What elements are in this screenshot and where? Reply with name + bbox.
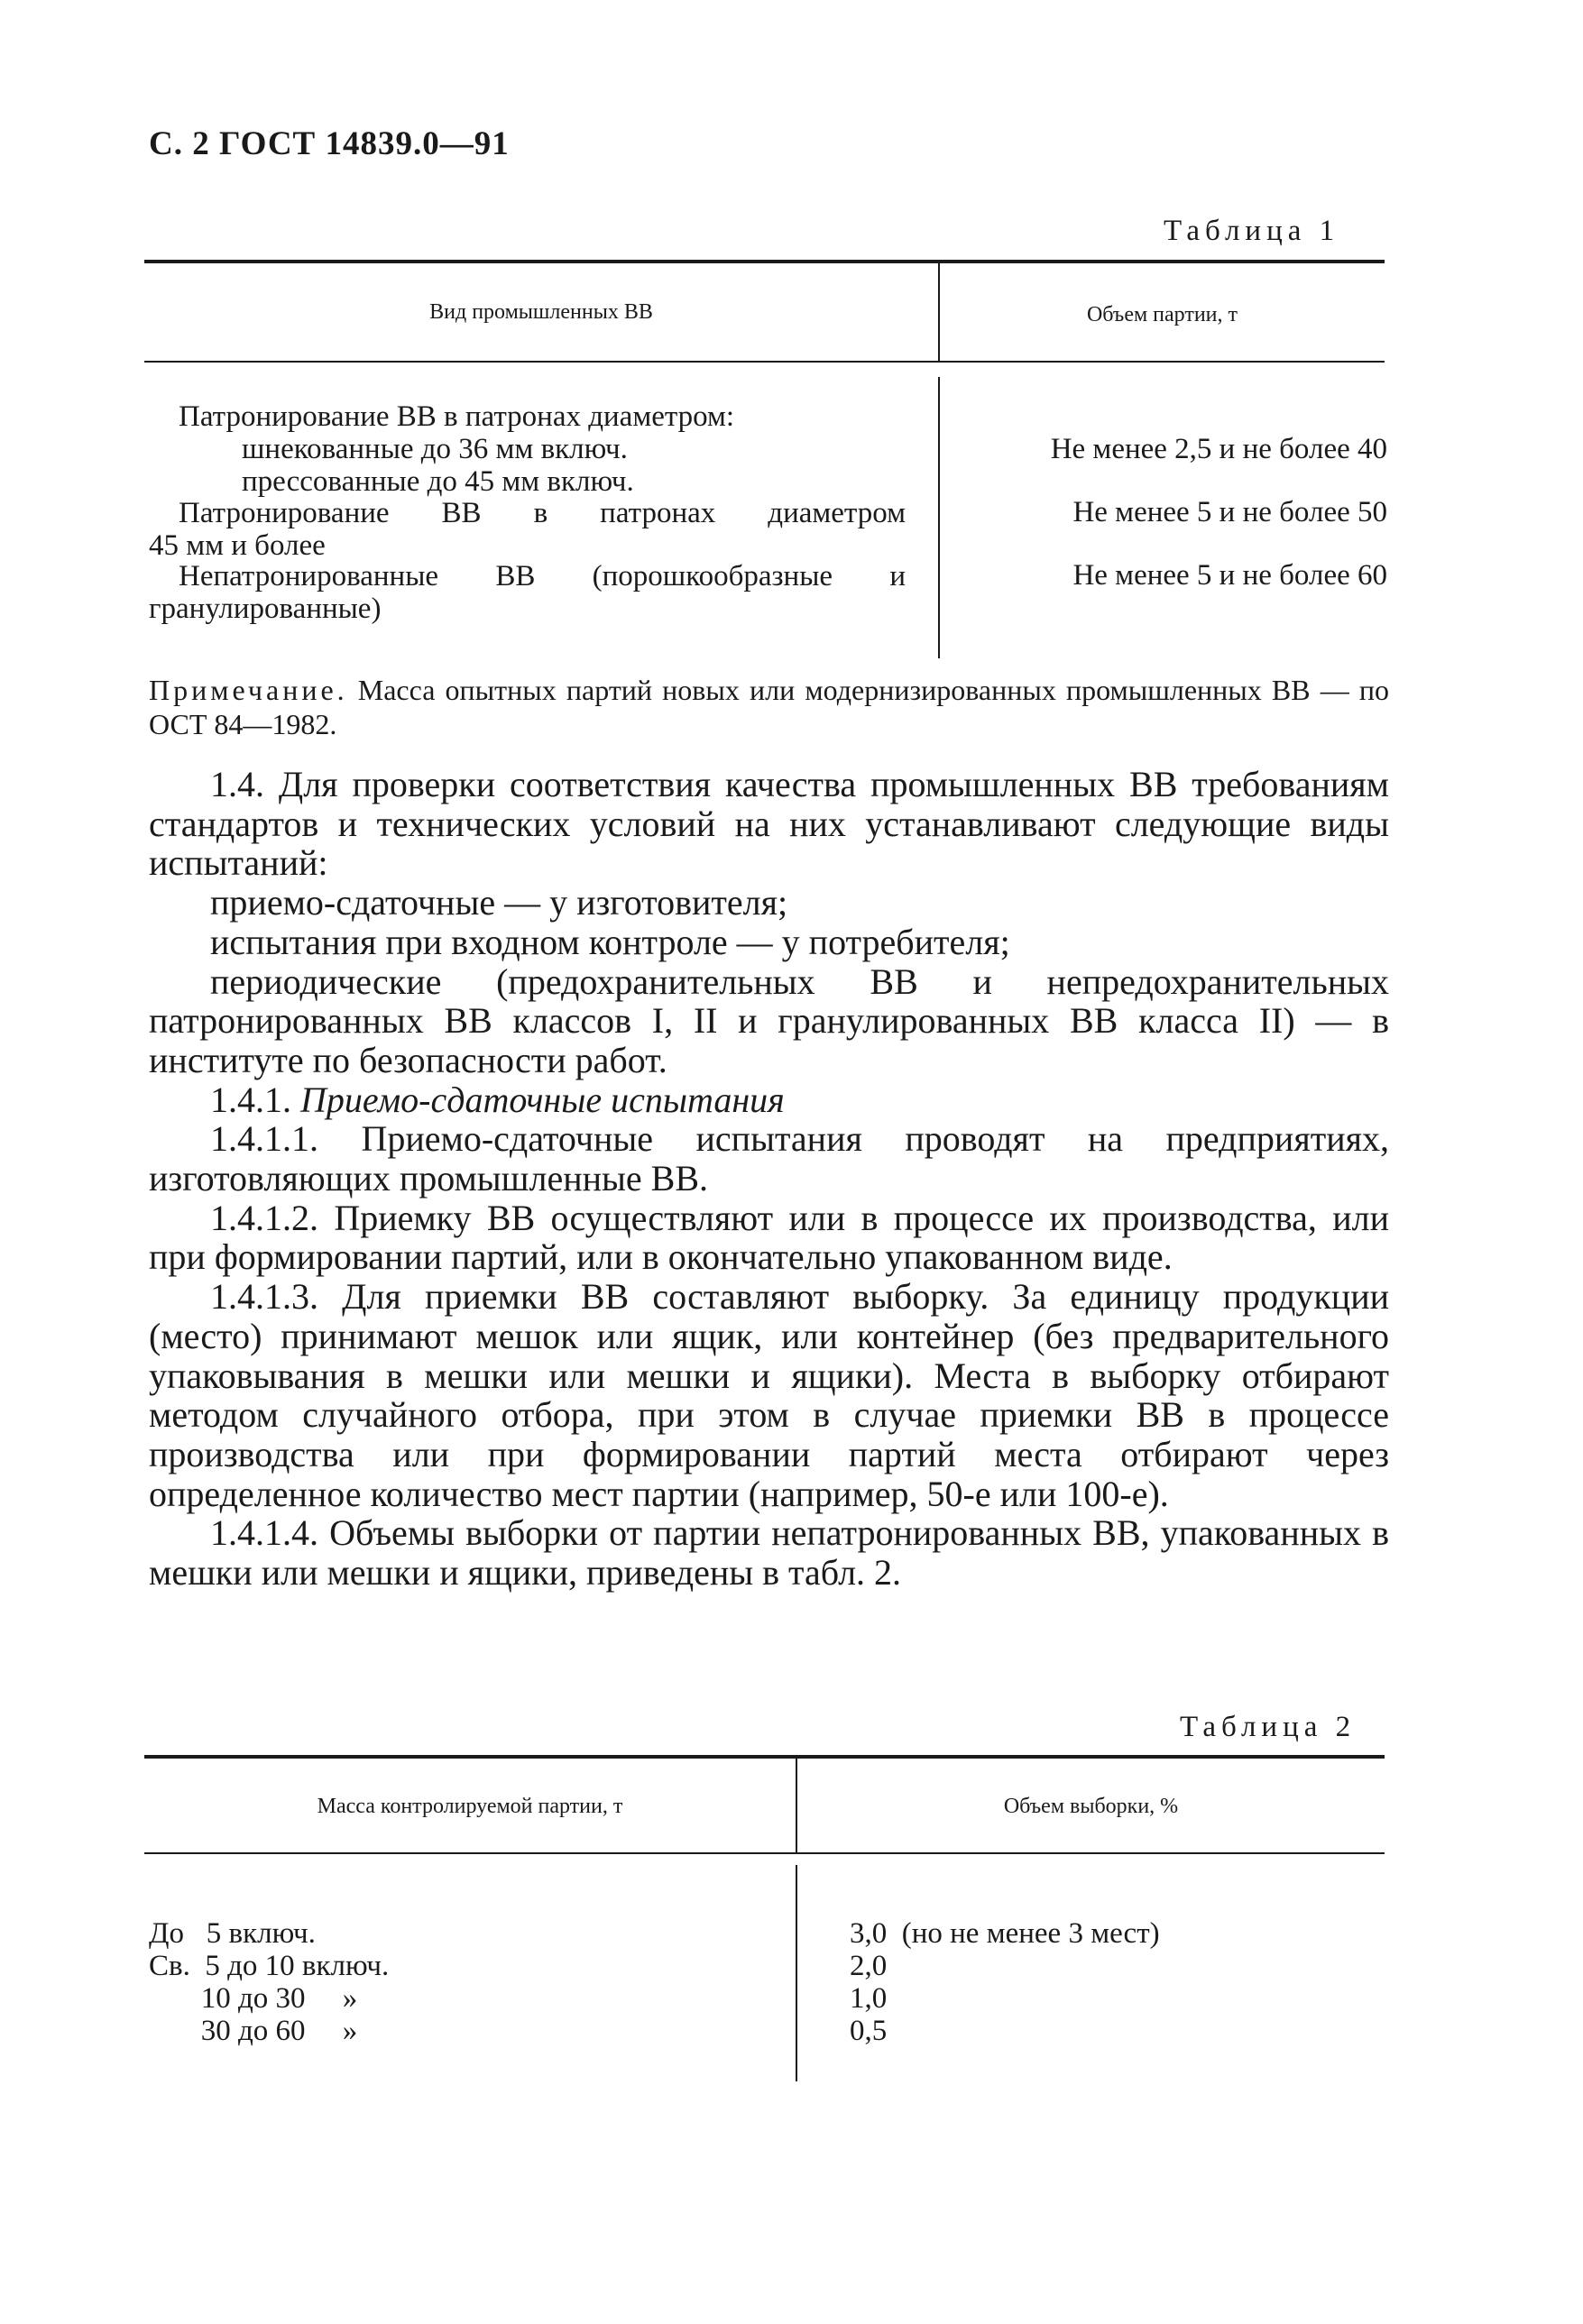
table2-header-rule xyxy=(144,1852,1385,1854)
table1-row2-line1: Патронирование ВВ в патронах диаметром xyxy=(179,497,906,529)
table2-caption: Таблица 2 xyxy=(1180,1711,1357,1743)
table2-col1-header: Масса контролируемой партии, т xyxy=(317,1795,623,1818)
table2-header-divider xyxy=(796,1759,797,1852)
section-title: Приемо-сдаточные испытания xyxy=(300,1079,785,1120)
table1-val1: Не менее 2,5 и не более 40 xyxy=(1050,433,1387,465)
table2-mass-2: Св. 5 до 10 включ. xyxy=(149,1950,390,1982)
table1-note xyxy=(149,673,1389,741)
table2-mass-4: 30 до 60 » xyxy=(149,2015,358,2047)
table1-col2-header: Объем партии, т xyxy=(1086,303,1238,326)
page-header: С. 2 ГОСТ 14839.0—91 xyxy=(149,125,510,162)
note-text: Масса опытных партий новых или модернизированных промышленных ВВ — по ОСТ 84—1982. xyxy=(149,674,1389,740)
section-number: 1.4.1. xyxy=(210,1079,300,1120)
table1-val3: Не менее 5 и не более 60 xyxy=(1072,559,1387,592)
table2-volume-4: 0,5 xyxy=(850,2015,888,2047)
table2-mass-1: До 5 включ. xyxy=(149,1917,316,1950)
table1-header-divider xyxy=(938,263,940,361)
table1-val2: Не менее 5 и не более 50 xyxy=(1072,496,1387,528)
table2-volume-3: 1,0 xyxy=(850,1982,888,2015)
note-label: Примечание. xyxy=(149,674,348,706)
body-text xyxy=(149,765,1389,1593)
table2-col2-header: Объем выборки, % xyxy=(1003,1795,1179,1818)
table1-sub2: прессованные до 45 мм включ. xyxy=(242,465,634,498)
table1-intro: Патронирование ВВ в патронах диаметром: xyxy=(179,400,735,433)
paragraph-1-4-1-1: 1.4.1.1. Приемо-сдаточные испытания проводят на предприятиях, изготовляющих промышленные ВВ. xyxy=(149,1118,1389,1199)
table2-body-divider xyxy=(796,1865,797,2081)
table1-row3-line2: гранулированные) xyxy=(149,592,382,625)
paragraph-periodic: периодические (предохранительных ВВ и непредохранительных патронированных ВВ классов I, II и гранулированных ВВ класса II) — в институте по безопасности работ. xyxy=(149,960,1389,1080)
table1-col1-header: Вид промышленных ВВ xyxy=(429,300,653,324)
paragraph-1-4-1-4: 1.4.1.4. Объемы выборки от партии непатронированных ВВ, упакованных в мешки или мешки и ящики, приведены в табл. 2. xyxy=(149,1512,1389,1594)
table2-mass-3: 10 до 30 » xyxy=(149,1982,358,2015)
table2-top-rule xyxy=(144,1755,1385,1759)
table1-row3-line1: Непатронированные ВВ (порошкообразные и xyxy=(179,560,906,592)
paragraph-acceptance: приемо-сдаточные — у изготовителя; xyxy=(210,882,788,923)
paragraph-1-4-1-2: 1.4.1.2. Приемку ВВ осуществляют или в процессе их производства, или при формировании партий, или в окончательно упакованном виде. xyxy=(149,1197,1389,1278)
table1-caption: Таблица 1 xyxy=(1164,215,1340,247)
table1-top-rule xyxy=(144,260,1385,263)
paragraph-1-4-1-3: 1.4.1.3. Для приемки ВВ составляют выборку. За единицу продукции (место) принимают мешок или ящик, или контейнер (без предварительного упаковывания в мешки или мешки и ящики). Места в выборку отбирают методом случайного отбора, при этом в случае приемки ВВ в процессе производства или при формировании партий места отбирают через определенное количество мест партии (например, 50-е или 100-е). xyxy=(149,1276,1389,1514)
table2-volume-2: 2,0 xyxy=(850,1950,888,1982)
section-1-4-1 xyxy=(149,1080,1389,1120)
table1-header-rule xyxy=(144,361,1385,363)
paragraph-input-control: испытания при входном контроле — у потребителя; xyxy=(210,921,1010,962)
paragraph-1-4: 1.4. Для проверки соответствия качества промышленных ВВ требованиям стандартов и технических условий на них устанавливают следующие виды испытаний: xyxy=(149,764,1389,884)
table1-row2-line2: 45 мм и более xyxy=(149,529,326,562)
table1-sub1: шнекованные до 36 мм включ. xyxy=(242,433,628,465)
table1-body-divider xyxy=(938,377,940,658)
table2-volume-1: 3,0 (но не менее 3 мест) xyxy=(850,1917,1160,1950)
